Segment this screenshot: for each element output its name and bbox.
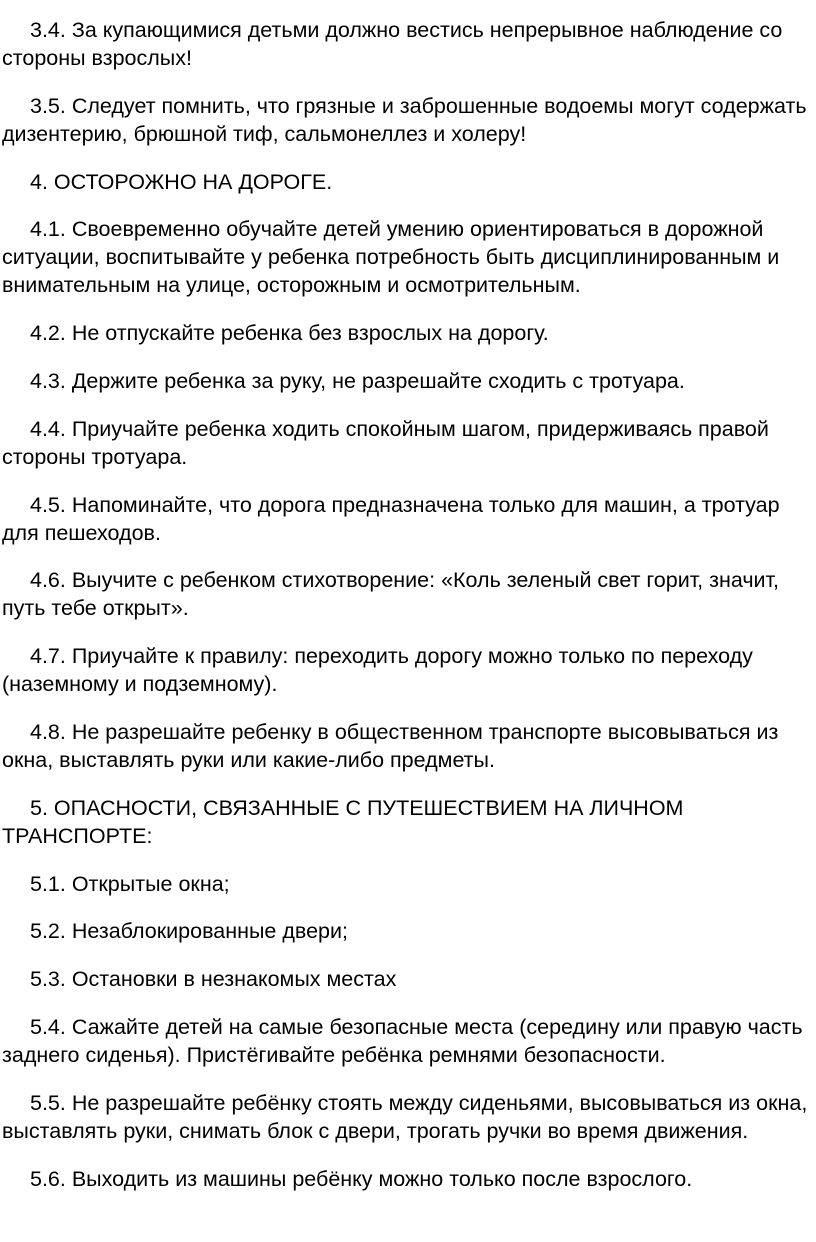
paragraph-4-1: 4.1. Своевременно обучайте детей умению ориентироваться в дорожной ситуации, воспитывайте у ребенка потребность быть дисциплинированным и внимательным на улице, осторожным и осмотрительным.	[2, 217, 780, 298]
paragraph-5-5: 5.5. Не разрешайте ребёнку стоять между сиденьями, высовываться из окна, выставлять руки, снимать блок с двери, трогать ручки во время движения.	[2, 1090, 808, 1143]
paragraph-5-1: 5.1. Открытые окна;	[30, 871, 230, 896]
paragraph-5-6: 5.6. Выходить из машины ребёнку можно только после взрослого.	[30, 1166, 693, 1191]
paragraph-4-7: 4.7. Приучайте к правилу: переходить дорогу можно только по переходу (наземному и подземному).	[2, 644, 753, 697]
paragraph-4-8: 4.8. Не разрешайте ребенку в общественном транспорте высовываться из окна, выставлять руки или какие-либо предметы.	[2, 719, 779, 772]
section-heading-4: 4. ОСТОРОЖНО НА ДОРОГЕ.	[30, 169, 333, 194]
paragraph-4-3: 4.3. Держите ребенка за руку, не разрешайте сходить с тротуара.	[30, 368, 685, 393]
paragraph-3-4: 3.4. За купающимися детьми должно вестись непрерывное наблюдение со стороны взрослых!	[2, 18, 783, 70]
paragraph-4-2: 4.2. Не отпускайте ребенка без взрослых на дорогу.	[30, 321, 549, 346]
paragraph-4-6: 4.6. Выучите с ребенком стихотворение: «Коль зеленый свет горит, значит, путь тебе открыт».	[2, 568, 779, 621]
paragraph-3-5: 3.5. Следует помнить, что грязные и заброшенные водоемы могут содержать дизентерию, брюшной тиф, сальмонеллез и холеру!	[2, 93, 807, 146]
paragraph-5-2: 5.2. Незаблокированные двери;	[30, 919, 348, 944]
paragraph-4-5: 4.5. Напоминайте, что дорога предназначена только для машин, а тротуар для пешеходов.	[2, 492, 780, 545]
section-heading-5: 5. ОПАСНОСТИ, СВЯЗАННЫЕ С ПУТЕШЕСТВИЕМ НА ЛИЧНОМ ТРАНСПОРТЕ:	[2, 795, 684, 848]
paragraph-5-4: 5.4. Сажайте детей на самые безопасные места (середину или правую часть заднего сиденья). Пристёгивайте ребёнка ремнями безопасности.	[2, 1014, 803, 1067]
paragraph-4-4: 4.4. Приучайте ребенка ходить спокойным шагом, придерживаясь правой стороны тротуара.	[2, 416, 769, 469]
paragraph-5-3: 5.3. Остановки в незнакомых местах	[30, 967, 397, 992]
